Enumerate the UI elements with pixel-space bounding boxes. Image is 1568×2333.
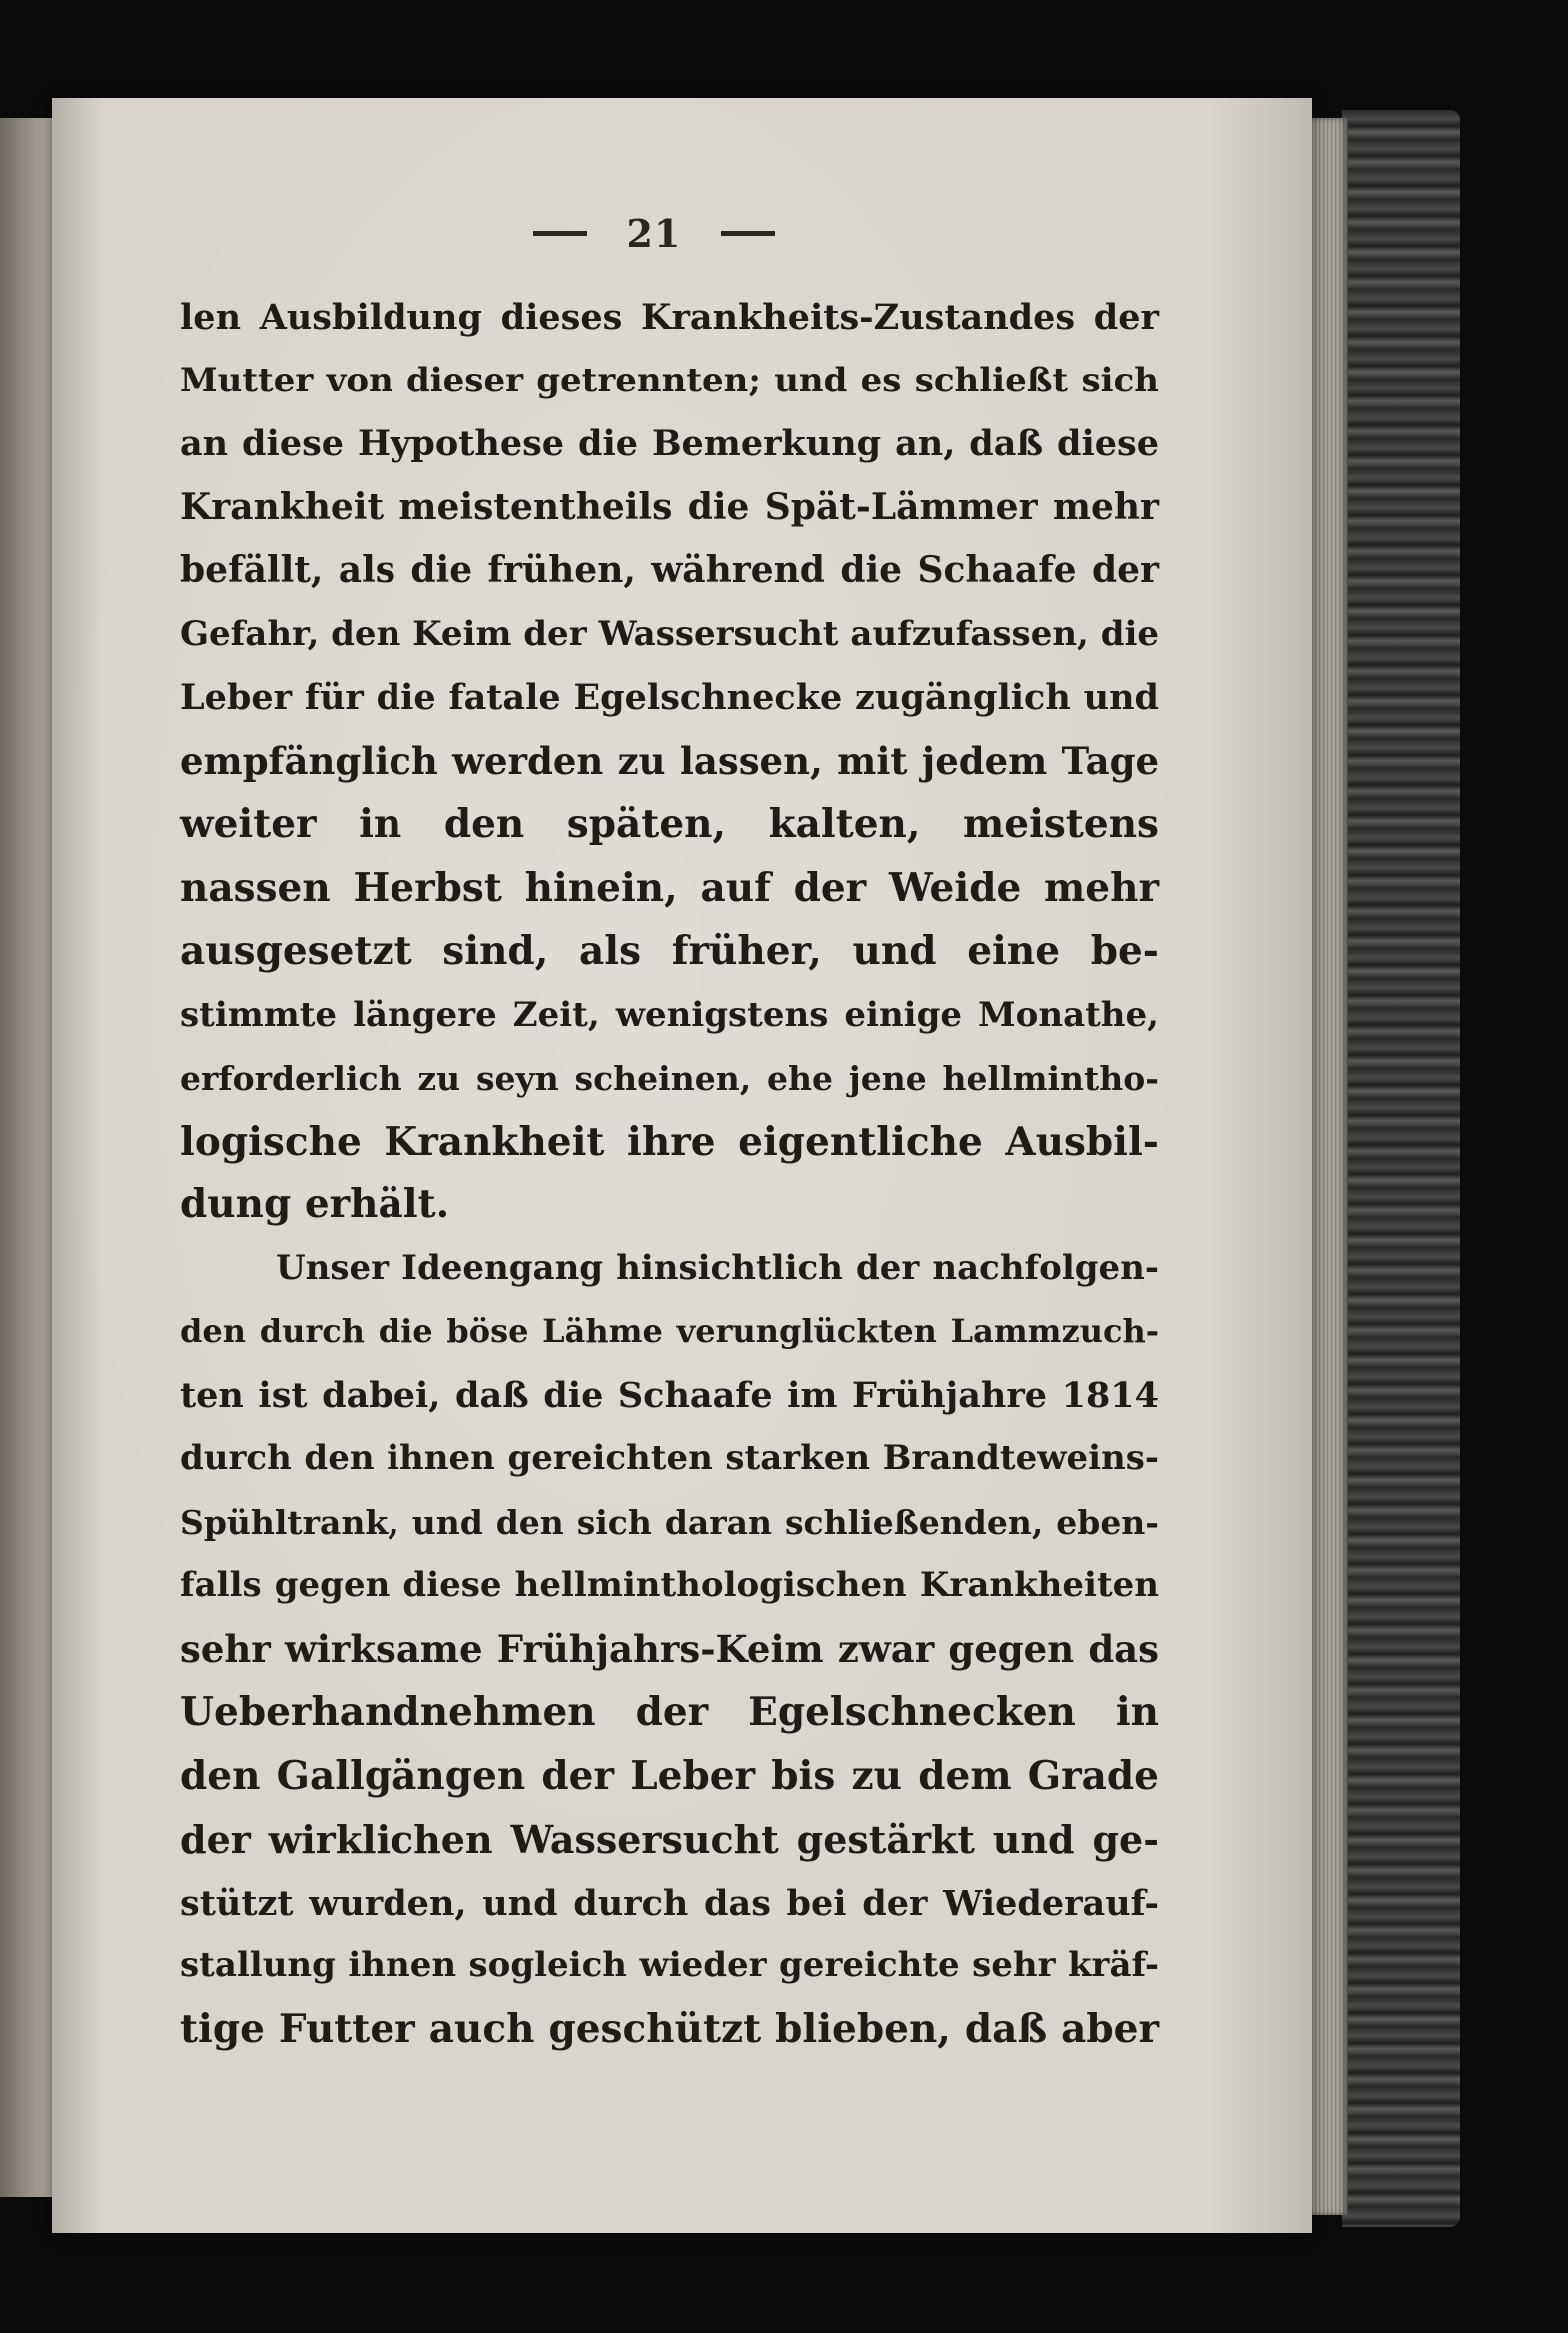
text-line: ten ist dabei, daß die Schaafe im Frühjahre 1814 <box>180 1374 1159 1416</box>
right-rule <box>721 231 775 236</box>
text-line: len Ausbildung dieses Krankheits-Zustandes der <box>180 297 1159 338</box>
text-line: nassen Herbst hinein, auf der Weide mehr <box>180 864 1159 911</box>
text-line: empfänglich werden zu lassen, mit jedem Tage <box>180 738 1159 783</box>
body-text <box>180 286 1159 2061</box>
text-line: Mutter von dieser getrennten; und es schließt sich <box>180 360 1159 400</box>
text-line: an diese Hypothese die Bemerkung an, daß diese <box>180 423 1159 464</box>
text-line: stimmte längere Zeit, wenigstens einige Monathe, <box>180 994 1159 1035</box>
text-line: den Gallgängen der Leber bis zu dem Grade <box>180 1752 1159 1799</box>
text-line: stallung ihnen sogleich wieder gereichte sehr kräf- <box>180 1945 1159 1985</box>
text-line: weiter in den späten, kalten, meistens <box>180 801 1159 847</box>
paragraph-1 <box>180 286 1159 1237</box>
text-line: der wirklichen Wassersucht gestärkt und ge- <box>180 1817 1159 1862</box>
left-page-edge <box>0 118 60 2197</box>
text-line: Leber für die fatale Egelschnecke zugänglich und <box>180 677 1159 718</box>
text-line: Spühltrank, und den sich daran schließenden, eben- <box>180 1502 1159 1542</box>
text-line: den durch die böse Lähme verunglückten Lammzuch- <box>180 1312 1159 1350</box>
left-rule <box>533 231 587 236</box>
text-line: sehr wirksame Frühjahrs-Keim zwar gegen das <box>180 1626 1159 1671</box>
text-line: tige Futter auch geschützt blieben, daß aber <box>180 2005 1159 2052</box>
text-line: falls gegen diese hellminthologischen Krankheiten <box>180 1565 1159 1605</box>
text-line: Krankheit meistentheils die Spät-Lämmer mehr <box>180 485 1159 528</box>
text-line: stützt wurden, und durch das bei der Wiederauf- <box>180 1882 1159 1924</box>
text-line: durch den ihnen gereichten starken Brandteweins- <box>180 1438 1159 1478</box>
text-line: befällt, als die frühen, während die Schaafe der <box>180 549 1159 591</box>
running-head <box>504 210 804 256</box>
text-line: dung erhält. <box>180 1181 450 1227</box>
text-line: ausgesetzt sind, als früher, und eine be- <box>180 928 1159 974</box>
text-line: logische Krankheit ihre eigentliche Ausbil- <box>180 1118 1159 1165</box>
text-line: erforderlich zu seyn scheinen, ehe jene hellmintho- <box>180 1059 1159 1098</box>
text-line: Ueberhandnehmen der Egelschnecken in <box>180 1689 1159 1735</box>
book-cover-edge <box>1342 110 1460 2227</box>
text-line: Gefahr, den Keim der Wassersucht aufzufassen, die <box>180 613 1160 654</box>
page-number: 21 <box>626 210 682 256</box>
text-line: Unser Ideengang hinsichtlich der nachfolgen- <box>276 1247 1159 1288</box>
paragraph-2 <box>180 1237 1159 2062</box>
